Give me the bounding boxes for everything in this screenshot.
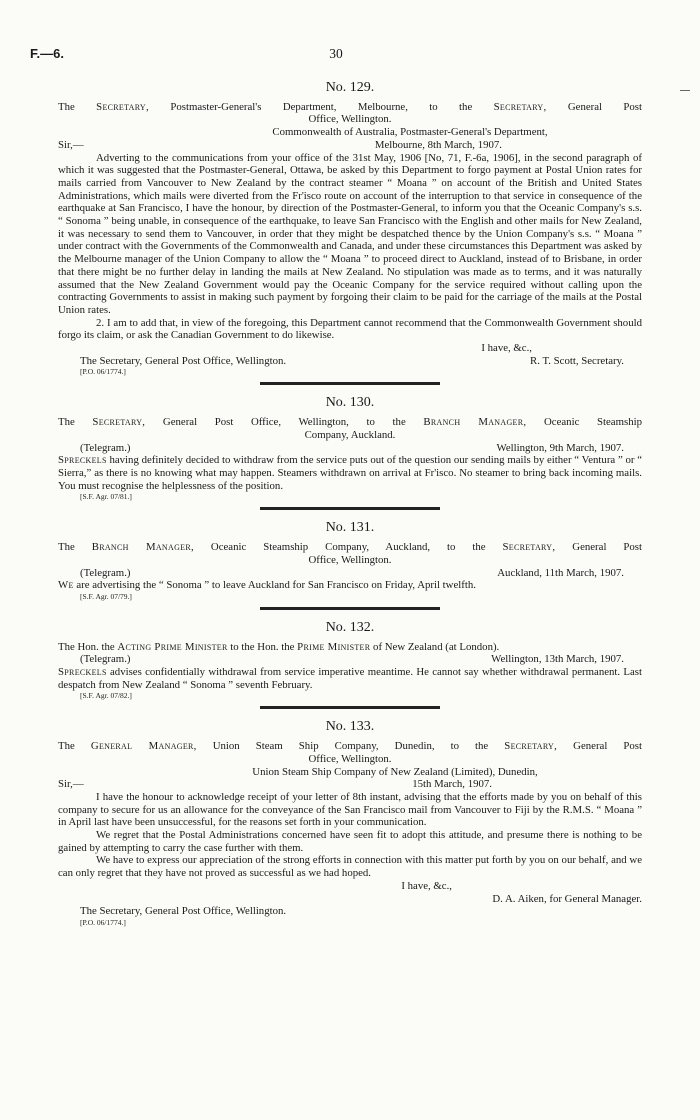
heading-text: The (58, 100, 97, 113)
heading-line2: Office, Wellington. (308, 553, 392, 566)
letter-130 (58, 397, 642, 501)
telegram-lead: We (58, 579, 74, 592)
paragraph: Adverting to the communications from your office of the 31st May, 1906 [No, 71, F.-6a, 1906], in the second paragraph of which it was suggested that the Postmaster-General, Ottawa, be asked by this Department to forgo payment at Postal Union rates for mails carried from Vancouver to New Zealand by the contract steamer “ Moana ” on account of the British and United States Administrations, which mails were diverted from the Fr'isco route on account of the interruption to that service in consequence of the earthquake at San Francisco, I have the honour, by direction of the Postmaster-General, to inform you that the Oceanic Company's s.s. “ Sonoma ” being unable, in consequence of the earthquake, to leave San Francisco with the English and other mails for New Zealand, it was necessary to send them to Vancouver, in order that they might be despatched thence by the Union Company's s.s. “ Moana ” under contract with the Governments of the Commonwealth and Canada, and under these circumstances this Department was asked by the Melbourne manager of the Union Company to allow the “ Moana ” to proceed direct to Auckland, instead of to Brisbane, in order that there might be no further delay in landing the mails at New Zealand. No stipulation was made as to terms, and it was naturally assumed that the New Zealand Government would pay the Oceanic Company for the service required without calling upon the contracting Governments to assist in making such payment by forgoing their claim to be paid for the carriage of the mails at the Postal Union rates. (58, 151, 642, 316)
letter-heading (58, 740, 642, 765)
heading-text: General Post Office, Wellington, to the (145, 416, 424, 429)
telegram-text (58, 579, 642, 592)
telegram-lead: Spreckels (58, 666, 107, 679)
heading-text: General Post (555, 541, 642, 554)
heading-text: The (58, 740, 91, 753)
heading-sc: Secretary, (504, 740, 558, 753)
heading-text: The Hon. the (58, 640, 118, 653)
heading-line2: Office, Wellington. (308, 752, 392, 765)
section-divider (260, 382, 440, 385)
heading-text: of New Zealand (at London). (370, 640, 500, 653)
telegram-text (58, 666, 642, 691)
telegram-lead: Spreckels (58, 454, 107, 467)
letter-heading (58, 541, 642, 566)
telegram-body: advises confidentially withdrawal from service imperative meantime. He cannot say whether withdrawal permanent. Last despatch from New Zealand “ Sonoma ” seventh February. (58, 666, 642, 691)
telegram-date: Wellington, 9th March, 1907. (496, 441, 624, 454)
heading-sc: Secretary, (96, 100, 150, 113)
heading-sc: General Manager, (90, 740, 197, 753)
letter-number: No. 133. (325, 719, 375, 735)
file-reference: [S.F. Agr. 07/82.] (80, 691, 132, 701)
heading-sc: Prime Minister (297, 640, 371, 653)
report-reference: F.—6. (30, 46, 64, 61)
paragraph: I have the honour to acknowledge receipt of your letter of 8th instant, advising that the efforts made by you on behalf of this company to secure for us an allowance for the conveyance of the San Francisco mail from Vancouver to Fiji by the R.M.S. “ Moana ” in April last have been unsuccessful, for the reasons set forth in your communication. (58, 790, 642, 829)
letter-number: No. 129. (325, 80, 375, 95)
heading-sc: Branch Manager, (423, 416, 527, 429)
paragraph: We regret that the Postal Administrations concerned have seen fit to adopt this attitude, and presume there is nothing to be gained by attempting to carry the case further with them. (58, 829, 642, 854)
heading-text: The (58, 541, 92, 554)
addressee: The Secretary, General Post Office, Wellington. (80, 905, 287, 918)
letter-heading (58, 416, 642, 441)
letter-132 (58, 619, 642, 701)
addressee: The Secretary, General Post Office, Wellington. (80, 354, 287, 367)
page-header (30, 48, 642, 68)
letter-129 (58, 82, 642, 376)
telegram-row (58, 442, 642, 455)
heading-text: Postmaster-General's Department, Melbourne, to the (149, 100, 494, 113)
heading-text: Oceanic Steamship (526, 416, 642, 429)
telegram-row (58, 567, 642, 580)
heading-text: Oceanic Steamship Company, Auckland, to the (193, 541, 503, 554)
salutation: Sir,— (58, 138, 84, 151)
sender-place: Commonwealth of Australia, Postmaster-General's Department, (272, 126, 548, 139)
paragraph: 2. I am to add that, in view of the foregoing, this Department cannot recommend that the Commonwealth Government should forgo its claim, or ask the Canadian Government to do likewise. (58, 316, 642, 342)
telegram-row (58, 653, 642, 666)
telegram-label: (Telegram.) (80, 441, 131, 454)
letter-date: Melbourne, 8th March, 1907. (374, 138, 502, 151)
telegram-date: Auckland, 11th March, 1907. (497, 566, 624, 579)
heading-line2: Office, Wellington. (308, 113, 392, 126)
telegram-body: having definitely decided to withdraw from the service puts out of the question our sending mails by either “ Ventura ” or “ Sierra,” as there is no knowing what may happen. Steamers withdrawn on arrival at Fr'isco. No steamer to bring back incoming mails. You must recognise the helplessness of the position. (58, 454, 642, 492)
salutation: Sir,— (58, 778, 84, 791)
section-divider (260, 607, 440, 610)
letter-heading (58, 101, 642, 126)
heading-text: Union Steam Ship Company, Dunedin, to the (196, 740, 505, 753)
telegram-date: Wellington, 13th March, 1907. (491, 653, 624, 666)
heading-text: The (58, 416, 93, 429)
closing: I have, &c., (401, 879, 452, 892)
letter-date: 15th March, 1907. (412, 778, 492, 791)
letter-heading (58, 641, 642, 654)
letter-133 (58, 721, 642, 927)
signature-row (58, 355, 642, 368)
heading-text: to the Hon. the (227, 640, 298, 653)
file-reference: [P.O. 06/1774.] (80, 367, 126, 377)
signer: D. A. Aiken, for General Manager. (492, 892, 642, 905)
margin-mark (680, 90, 690, 91)
telegram-text (58, 454, 642, 492)
letter-131 (58, 522, 642, 601)
file-reference: [S.F. Agr. 07/81.] (80, 492, 132, 502)
heading-text: General Post (557, 740, 643, 753)
telegram-label: (Telegram.) (80, 566, 131, 579)
letter-number: No. 130. (325, 395, 375, 411)
heading-text: General Post (546, 100, 642, 113)
section-divider (260, 507, 440, 510)
page-number: 30 (329, 46, 343, 61)
telegram-label: (Telegram.) (80, 653, 131, 666)
heading-sc: Acting Prime Minister (117, 640, 228, 653)
salutation-row (58, 139, 642, 152)
heading-sc: Branch Manager, (91, 541, 194, 554)
salutation-row (58, 778, 642, 791)
signer: R. T. Scott, Secretary. (530, 354, 624, 367)
closing: I have, &c., (481, 342, 532, 355)
heading-sc: Secretary, (502, 541, 556, 554)
file-reference: [S.F. Agr. 07/79.] (80, 591, 132, 601)
letter-number: No. 131. (325, 520, 375, 536)
heading-sc: Secretary, (493, 100, 547, 113)
heading-line2: Company, Auckland. (304, 428, 396, 441)
section-divider (260, 706, 440, 709)
heading-sc: Secretary, (92, 416, 146, 429)
sender-place: Union Steam Ship Company of New Zealand (Limited), Dunedin, (252, 765, 538, 778)
file-reference: [P.O. 06/1774.] (80, 917, 126, 927)
document-body (58, 82, 642, 927)
telegram-body: are advertising the “ Sonoma ” to leave Auckland for San Francisco on Friday, April twelfth. (73, 579, 476, 592)
paragraph: We have to express our appreciation of the strong efforts in connection with this matter put forth by you on our behalf, and we can only regret that they have not proved as successful as we had hoped. (58, 854, 642, 880)
letter-number: No. 132. (325, 619, 375, 635)
